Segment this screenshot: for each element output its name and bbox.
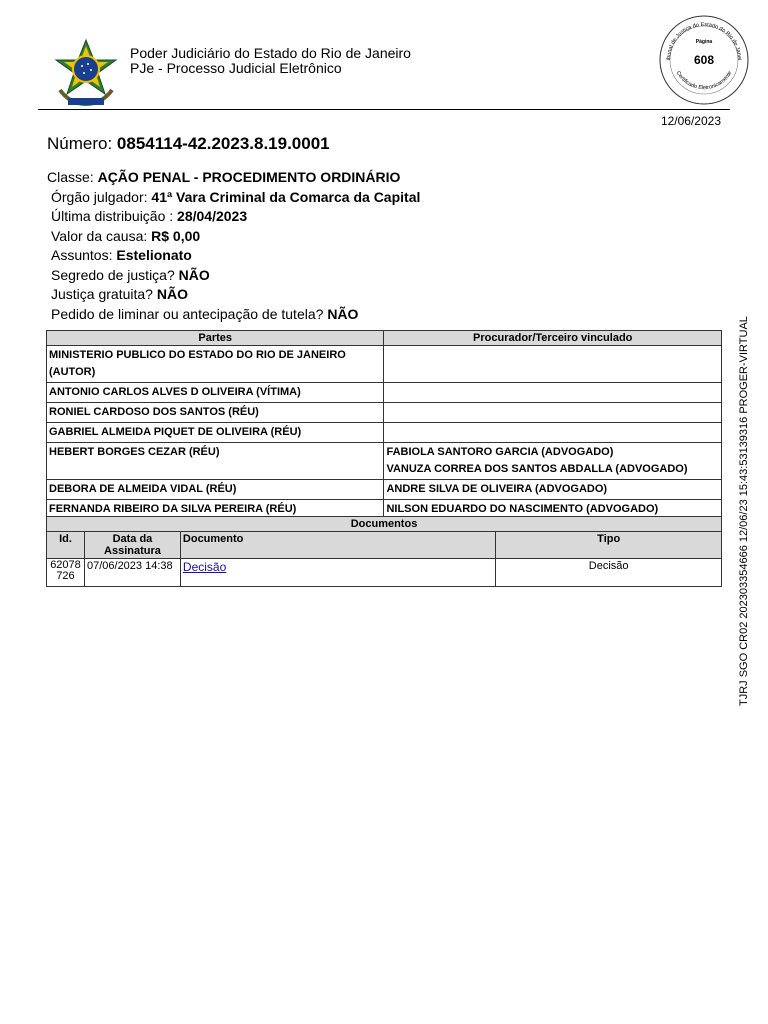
- court-name: Poder Judiciário do Estado do Rio de Janeiro: [130, 45, 411, 61]
- partes-header-row: [47, 331, 722, 346]
- partes-table: [46, 330, 722, 520]
- info-label: Valor da causa:: [51, 227, 152, 244]
- procurador-name: FABIOLA SANTORO GARCIA (ADVOGADO): [386, 446, 614, 458]
- table-row: [47, 480, 722, 500]
- doc-name-cell: [180, 559, 495, 587]
- procurador-name: VANUZA CORREA DOS SANTOS ABDALLA (ADVOGADO): [386, 463, 688, 475]
- court-header: [130, 46, 411, 76]
- procurador-cell: [384, 383, 722, 403]
- id-header: Id.: [47, 532, 85, 559]
- procurador-name: NILSON EDUARDO DO NASCIMENTO (ADVOGADO): [386, 503, 659, 515]
- doc-id-cell: [47, 559, 85, 587]
- side-registration-text: TJRJ SGO CR02 202303354666 12/06/23 15:43:53139316 PROGER-VIRTUAL: [738, 316, 750, 706]
- info-segredo-justica: [47, 266, 420, 286]
- info-value: 28/04/2023: [177, 208, 248, 224]
- document-link[interactable]: Decisão: [182, 560, 227, 574]
- info-label: Pedido de liminar ou antecipação de tutela?: [51, 305, 328, 322]
- table-row: [47, 346, 722, 383]
- electronic-certification-seal: [658, 14, 750, 106]
- info-value: NÃO: [178, 266, 210, 283]
- table-row: [47, 383, 722, 403]
- parte-cell: HEBERT BORGES CEZAR (RÉU): [47, 443, 384, 480]
- info-label: Órgão julgador:: [51, 188, 152, 205]
- procurador-cell: [384, 403, 722, 423]
- seal-page-label: Página: [695, 39, 713, 45]
- info-value: NÃO: [156, 286, 188, 302]
- table-row: [47, 423, 722, 443]
- seal-page-number: 608: [693, 53, 715, 67]
- info-value: NÃO: [327, 305, 359, 322]
- partes-header: Partes: [47, 331, 384, 346]
- tipo-header: Tipo: [496, 532, 722, 559]
- info-label: Assuntos:: [51, 247, 117, 263]
- table-row: [47, 403, 722, 423]
- procurador-header: Procurador/Terceiro vinculado: [384, 331, 722, 346]
- date-header-line: Assinatura: [104, 545, 161, 557]
- info-value: Estelionato: [116, 247, 192, 263]
- procurador-cell: [384, 346, 722, 383]
- brasil-coat-of-arms-emblem: [50, 38, 122, 110]
- documentos-table: [46, 516, 722, 587]
- parte-cell: DEBORA DE ALMEIDA VIDAL (RÉU): [47, 480, 384, 500]
- info-label: Justiça gratuita?: [51, 286, 157, 302]
- date-header: [84, 532, 180, 559]
- process-number-value: 0854114-42.2023.8.19.0001: [116, 134, 330, 153]
- procurador-cell: [384, 443, 722, 480]
- procurador-cell: [384, 480, 722, 500]
- info-ultima-distribuicao: [47, 207, 420, 227]
- parte-cell: ANTONIO CARLOS ALVES D OLIVEIRA (VÍTIMA): [47, 383, 384, 403]
- info-classe: [47, 168, 420, 188]
- document-header: Documento: [180, 532, 495, 559]
- info-justica-gratuita: [47, 285, 420, 305]
- info-value: 41ª Vara Criminal da Comarca da Capital: [151, 188, 421, 205]
- seal-bottom-text: Certificado Eletronicamente: [674, 70, 734, 92]
- documentos-title-row: [47, 517, 722, 532]
- process-number: [47, 134, 330, 154]
- header-divider: [38, 109, 730, 110]
- procurador-name: ANDRE SILVA DE OLIVEIRA (ADVOGADO): [386, 483, 608, 495]
- info-pedido-liminar: [47, 305, 420, 325]
- parte-cell: RONIEL CARDOSO DOS SANTOS (RÉU): [47, 403, 384, 423]
- process-number-label: Número:: [47, 134, 113, 153]
- info-assuntos: [47, 246, 420, 266]
- seal-top-text: ibunal de Justiça do Estado do Rio de Janei: [665, 21, 743, 61]
- procurador-cell: [384, 423, 722, 443]
- parte-cell: FERNANDA RIBEIRO DA SILVA PEREIRA (RÉU): [47, 500, 384, 520]
- system-name: PJe - Processo Judicial Eletrônico: [130, 60, 342, 76]
- doc-tipo-cell: Decisão: [496, 559, 722, 587]
- date-header-line: Data da: [112, 533, 153, 545]
- info-orgao-julgador: [47, 188, 420, 208]
- table-row: [47, 559, 722, 587]
- documentos-header-row: [47, 532, 722, 559]
- doc-date-cell: 07/06/2023 14:38: [84, 559, 180, 587]
- doc-id-part: 62078: [50, 559, 81, 571]
- doc-id-part: 726: [56, 570, 75, 582]
- table-row: [47, 443, 722, 480]
- info-value: R$ 0,00: [151, 227, 201, 244]
- parte-cell: MINISTERIO PUBLICO DO ESTADO DO RIO DE JANEIRO (AUTOR): [47, 346, 384, 383]
- document-date: 12/06/2023: [660, 114, 721, 128]
- documentos-title: Documentos: [47, 517, 722, 532]
- parte-cell: GABRIEL ALMEIDA PIQUET DE OLIVEIRA (RÉU): [47, 423, 384, 443]
- info-label: Segredo de justiça?: [51, 266, 179, 283]
- info-label: Última distribuição :: [51, 208, 178, 224]
- info-value: AÇÃO PENAL - PROCEDIMENTO ORDINÁRIO: [97, 169, 401, 185]
- info-label: Classe:: [47, 169, 98, 185]
- info-valor-causa: [47, 227, 420, 247]
- process-info: [47, 168, 420, 324]
